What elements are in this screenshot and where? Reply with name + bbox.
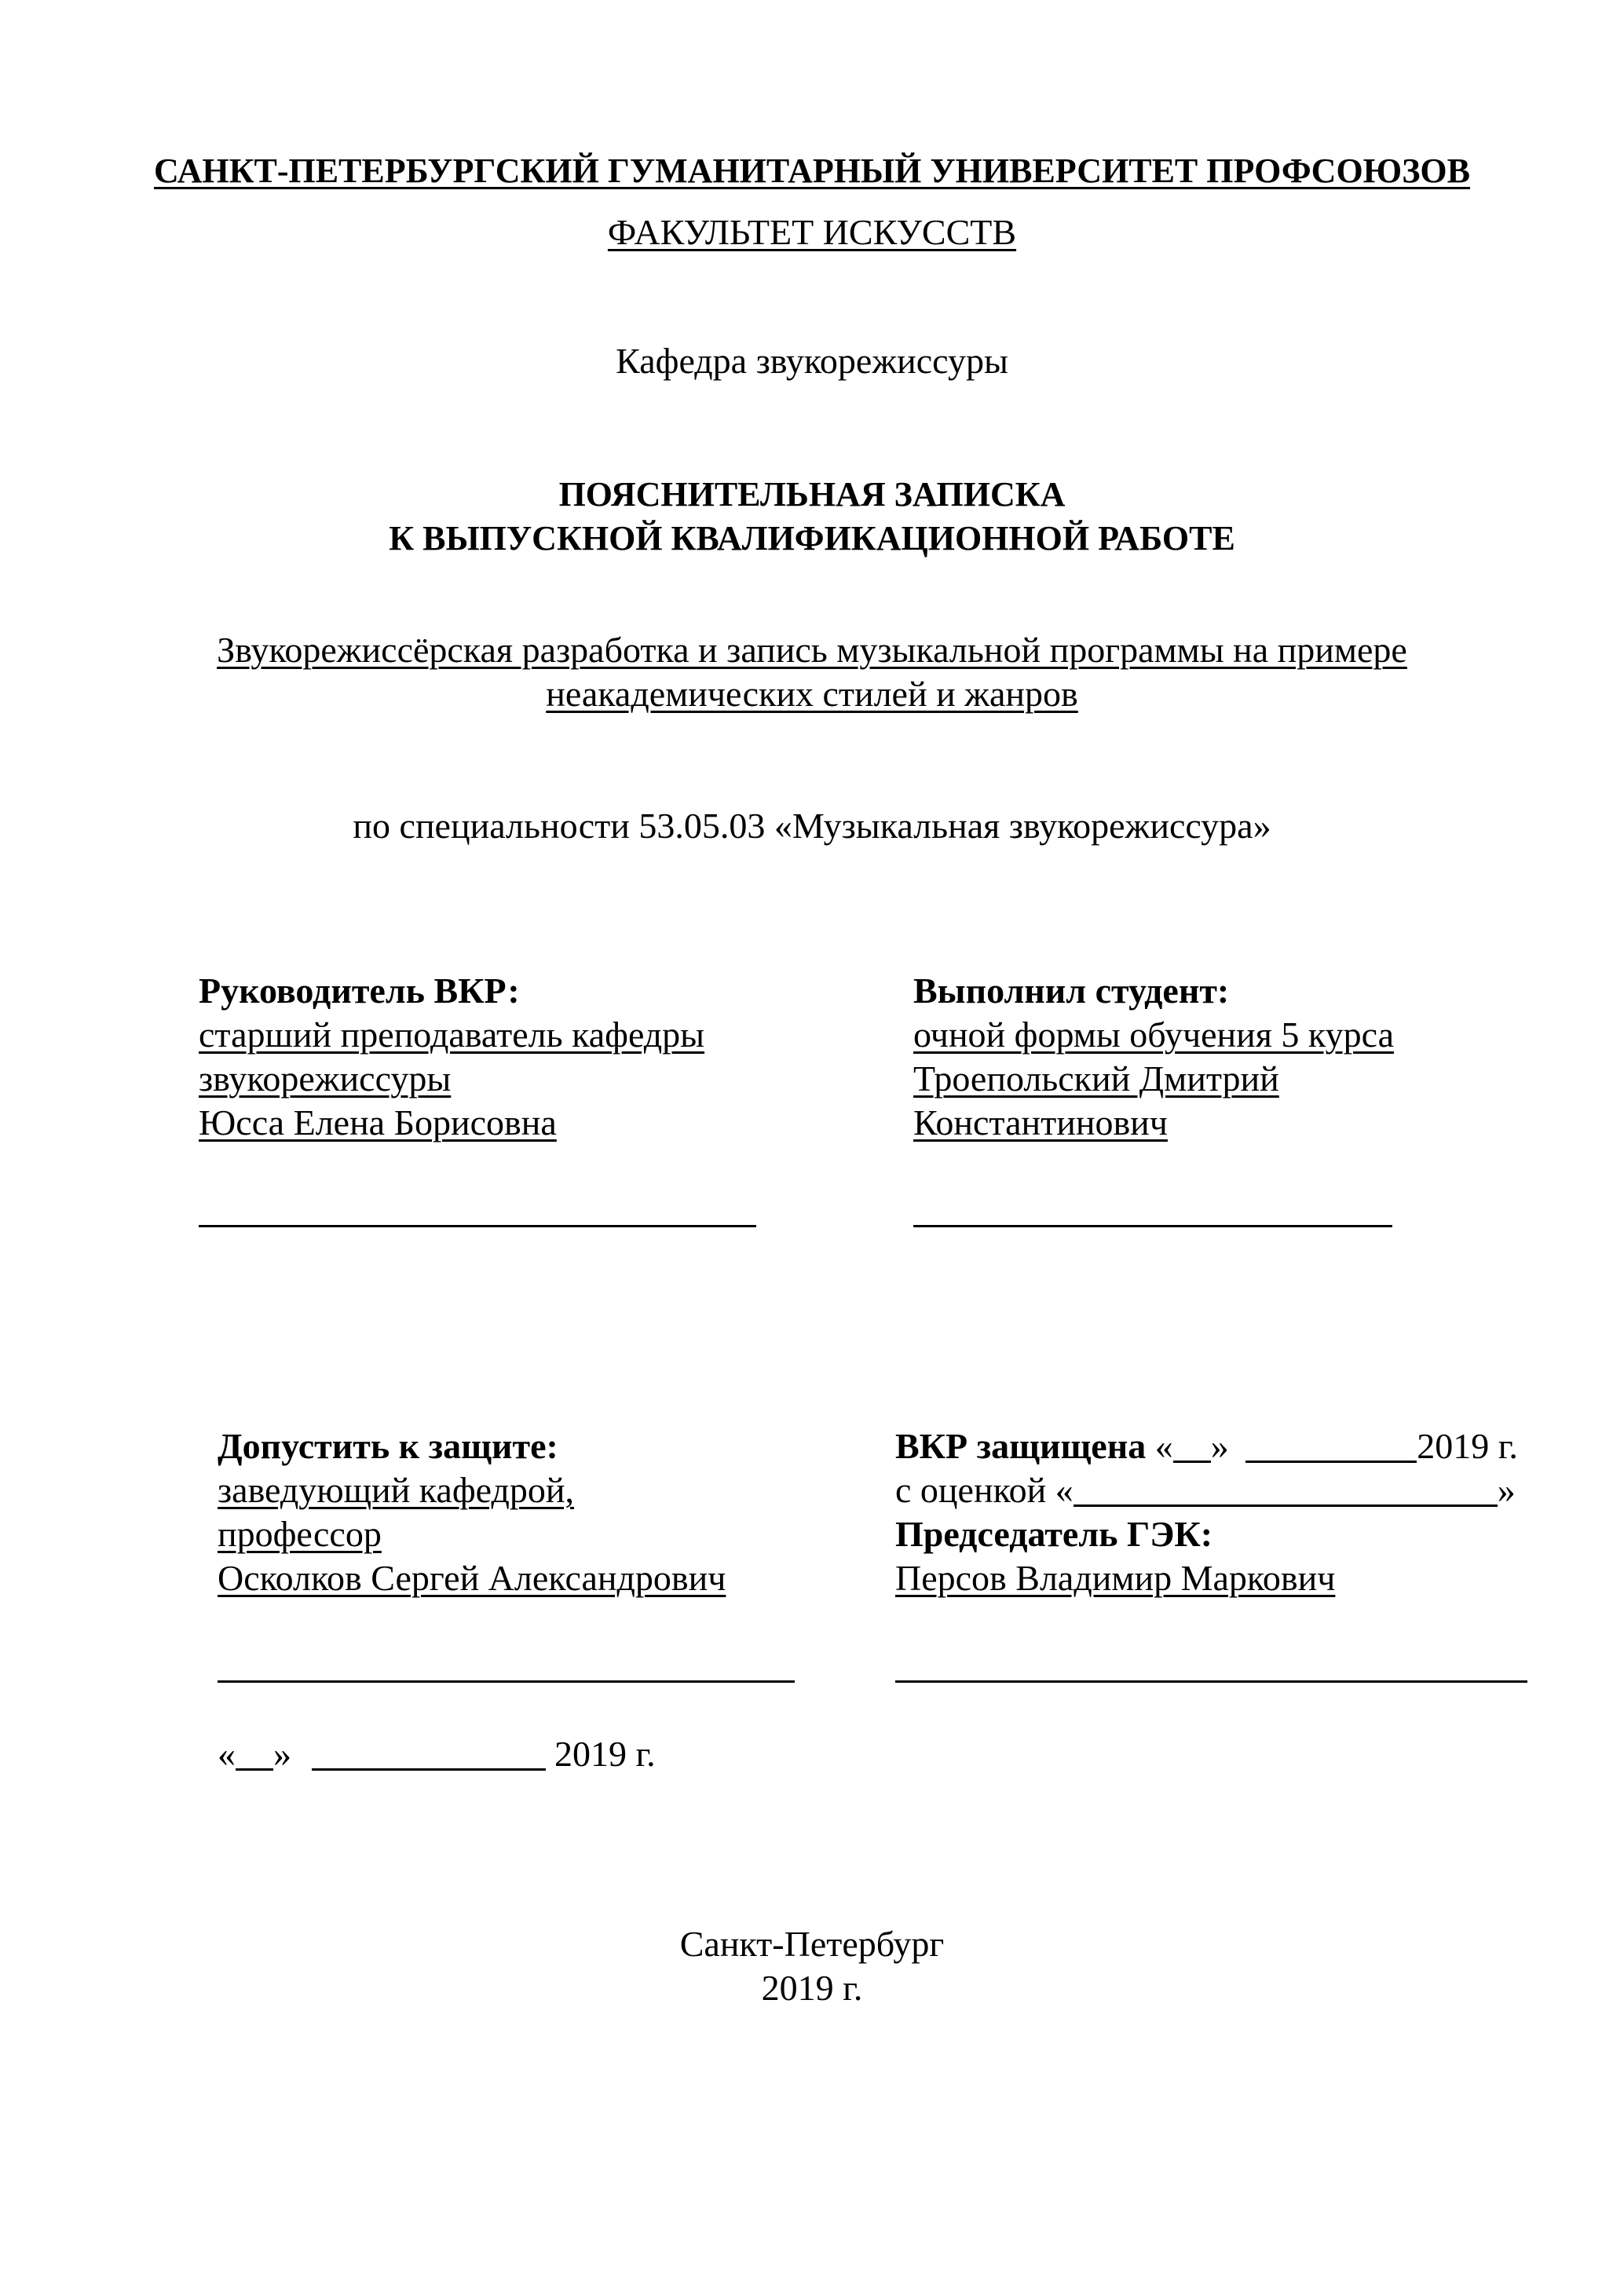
document-title-line2: К ВЫПУСКНОЙ КВАЛИФИКАЦИОННОЙ РАБОТЕ [389, 519, 1235, 558]
supervisor-signature-line [199, 1225, 756, 1227]
admission-date: « » 2019 г. [218, 1734, 656, 1774]
admission-position-line1: заведующий кафедрой, [218, 1470, 574, 1510]
grade-label: с оценкой « [895, 1470, 1074, 1510]
defense-month-blank [1245, 1429, 1417, 1463]
supervisor-position-line1: старший преподаватель кафедры [199, 1015, 705, 1055]
admission-month-blank [312, 1737, 546, 1771]
supervisor-heading: Руководитель ВКР: [199, 971, 520, 1011]
student-name-line2: Константинович [913, 1102, 1168, 1143]
faculty-name: ФАКУЛЬТЕТ ИСКУССТВ [607, 212, 1017, 252]
chair-heading: Председатель ГЭК: [895, 1514, 1213, 1554]
defense-day-blank [1173, 1429, 1211, 1463]
chair-name: Персов Владимир Маркович [895, 1558, 1336, 1598]
student-block [913, 969, 1394, 1145]
supervisor-name: Юсса Елена Борисовна [199, 1102, 557, 1143]
defense-block: ВКР защищена « » 2019 г. с оценкой « » Председатель ГЭК: Персов Владимир Маркович [895, 1426, 1518, 1598]
defense-heading: ВКР защищена [895, 1426, 1147, 1466]
admission-name: Осколков Сергей Александрович [218, 1558, 726, 1598]
admission-signature-line [218, 1680, 795, 1683]
thesis-topic-line2: неакадемических стилей и жанров [546, 674, 1078, 714]
admission-position-line2: профессор [218, 1514, 382, 1554]
university-name: САНКТ-ПЕТЕРБУРГСКИЙ ГУМАНИТАРНЫЙ УНИВЕРСИТЕТ ПРОФСОЮЗОВ [153, 152, 1471, 190]
footer-year: 2019 г. [761, 1968, 863, 2008]
department-name: Кафедра звукорежиссуры [616, 341, 1008, 381]
thesis-topic-line1: Звукорежиссёрская разработка и запись музыкальной программы на примере [217, 630, 1407, 670]
admission-day-blank [236, 1737, 273, 1771]
grade-blank [1074, 1473, 1498, 1507]
chair-signature-line [895, 1680, 1527, 1683]
student-heading: Выполнил студент: [913, 971, 1230, 1011]
document-title-line1: ПОЯСНИТЕЛЬНАЯ ЗАПИСКА [558, 475, 1066, 514]
admission-heading: Допустить к защите: [218, 1426, 558, 1466]
supervisor-position-line2: звукорежиссуры [199, 1058, 452, 1099]
supervisor-block [199, 969, 704, 1145]
student-info: очной формы обучения 5 курса [913, 1015, 1394, 1055]
student-name-line1: Троепольский Дмитрий [913, 1058, 1279, 1099]
specialty-line: по специальности 53.05.03 «Музыкальная звукорежиссура» [353, 806, 1271, 846]
student-signature-line [913, 1225, 1392, 1227]
footer-city: Санкт-Петербург [679, 1924, 945, 1964]
admission-block [218, 1424, 726, 1600]
